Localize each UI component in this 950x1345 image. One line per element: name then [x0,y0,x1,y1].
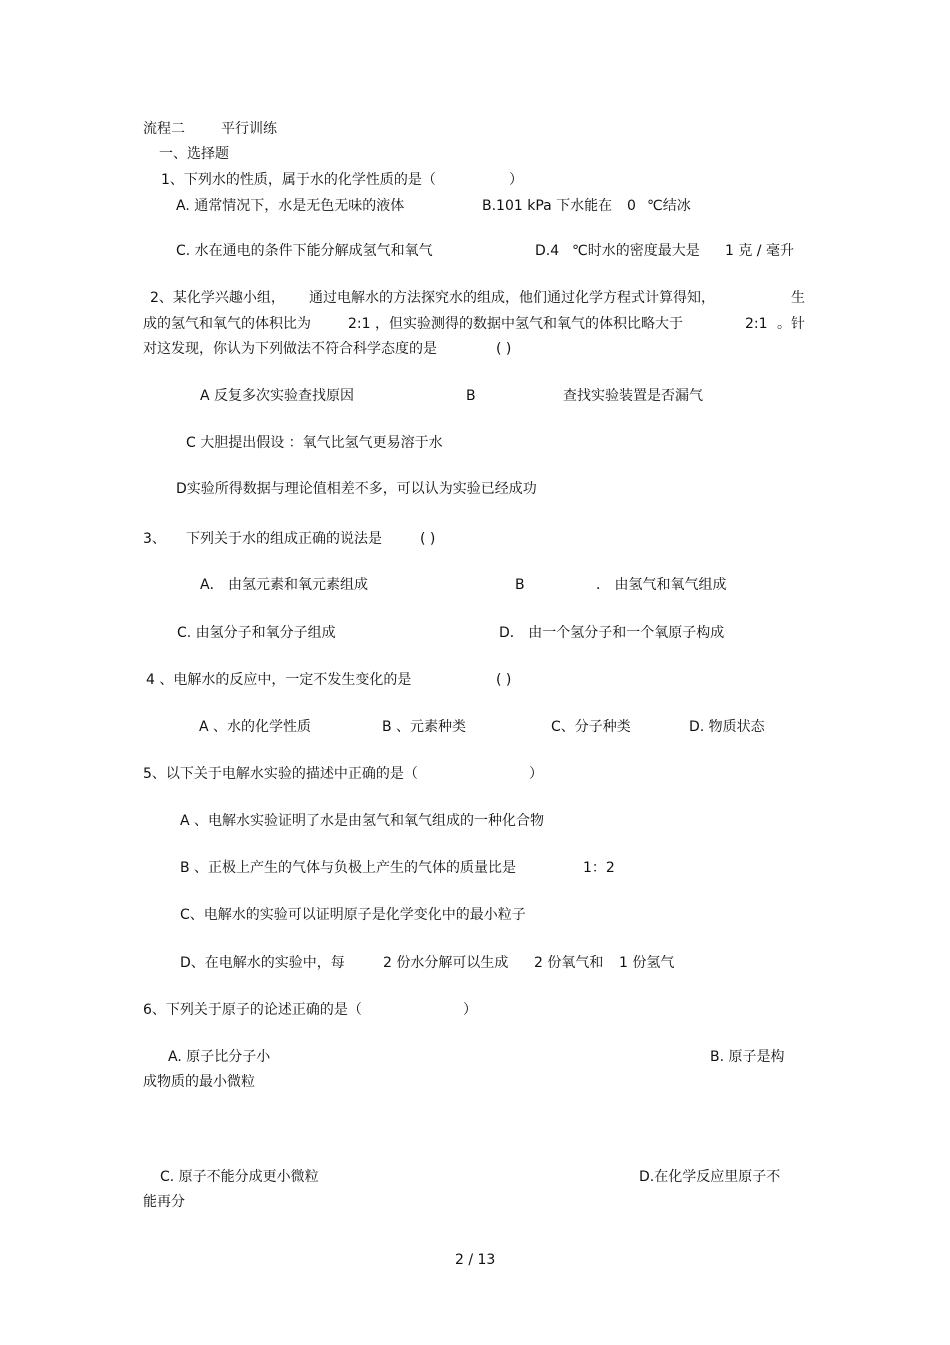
q6-option-c: C. 原子不能分成更小微粒 [160,1169,319,1185]
q4-option-a: A 、水的化学性质 [199,719,312,735]
q3-option-b-text: ． 由氢气和氧气组成 [596,577,727,593]
q3-number: 3、 [143,531,166,547]
section-subtitle: 平行训练 [221,121,277,137]
q1-option-b-part1: B.101 kPa 下水能在 [482,198,613,214]
q1-paren: ） [509,172,523,188]
q1-option-a: A. 通常情况下，水是无色无味的液体 [176,198,405,214]
q2-option-b-label: B [466,388,476,404]
q1-option-b-part3: ℃结冰 [647,198,691,214]
q2-line2-part2: 2:1 ，但实验测得的数据中氢气和氧气的体积比略大于 [348,316,683,332]
q2-paren: ( ) [496,341,512,357]
q3-stem: 下列关于水的组成正确的说法是 [186,531,382,547]
q1-option-d-part1: D.4 [535,243,560,259]
q2-line2-part4: 。针 [777,316,805,332]
q2-line3: 对这发现，你认为下列做法不符合科学态度的是 [143,341,437,357]
q1-option-b-part2: 0 [627,198,636,214]
q3-option-c: C. 由氢分子和氧分子组成 [177,625,336,641]
page-number: 2 / 13 [455,1252,496,1268]
q5-option-a: A 、电解水实验证明了水是由氢气和氧气组成的一种化合物 [180,813,545,829]
q3-option-d: D． 由一个氢分子和一个氧原子构成 [499,625,725,641]
q2-line2-part3: 2:1 [745,316,768,332]
q5-option-c: C、电解水的实验可以证明原子是化学变化中的最小粒子 [180,907,526,923]
q2-option-a: A 反复多次实验查找原因 [200,388,355,404]
q6-option-d-part1: D.在化学反应里原子不 [639,1169,781,1185]
q2-option-c: C 大胆提出假设 ：氧气比氢气更易溶于水 [186,435,443,451]
q1-stem: 1、下列水的性质，属于水的化学性质的是（ [161,172,436,188]
q4-option-b: B 、元素种类 [382,719,467,735]
q2-option-b-text: 查找实验装置是否漏气 [563,388,703,404]
q2-line2-part1: 成的氢气和氧气的体积比为 [143,316,311,332]
q1-option-c: C. 水在通电的条件下能分解成氢气和氧气 [176,243,433,259]
q6-option-b-part1: B. 原子是构 [710,1049,785,1065]
q5-option-d-part2: 2 份水分解可以生成 [383,955,509,971]
q2-line1-part2: 通过电解水的方法探究水的组成，他们通过化学方程式计算得知， [309,290,715,306]
q3-option-a: A． 由氢元素和氧元素组成 [200,577,369,593]
q5-option-b-part2: 1：2 [583,860,615,876]
q2-line1-part1: 2、某化学兴趣小组， [150,290,285,306]
part-heading: 一、选择题 [159,146,229,162]
q6-option-b-part2: 成物质的最小微粒 [143,1074,255,1090]
q1-option-d-part2: ℃时水的密度最大是 [572,243,700,259]
q5-paren: ） [529,766,543,782]
q5-option-b-part1: B 、正极上产生的气体与负极上产生的气体的质量比是 [180,860,517,876]
q4-option-c: C、分子种类 [551,719,631,735]
q5-option-d-part1: D、在电解水的实验中，每 [180,955,345,971]
section-title: 流程二 [143,121,185,137]
q1-option-d-part3: 1 克 / 毫升 [725,243,794,259]
q4-stem: 4 、电解水的反应中，一定不发生变化的是 [146,672,412,688]
q2-option-d: D实验所得数据与理论值相差不多，可以认为实验已经成功 [176,481,537,497]
q5-option-d-part4: 1 份氢气 [619,955,675,971]
q3-paren: ( ) [420,531,436,547]
q4-paren: ( ) [496,672,512,688]
q6-stem: 6、下列关于原子的论述正确的是（ [143,1002,362,1018]
q5-option-d-part3: 2 份氧气和 [534,955,604,971]
q6-option-d-part2: 能再分 [143,1194,185,1210]
q5-stem: 5、以下关于电解水实验的描述中正确的是（ [143,766,418,782]
q3-option-b-label: B [515,577,525,593]
q4-option-d: D. 物质状态 [689,719,765,735]
q2-line1-part3: 生 [791,290,805,306]
q6-paren: ） [463,1002,477,1018]
q6-option-a: A. 原子比分子小 [168,1049,271,1065]
